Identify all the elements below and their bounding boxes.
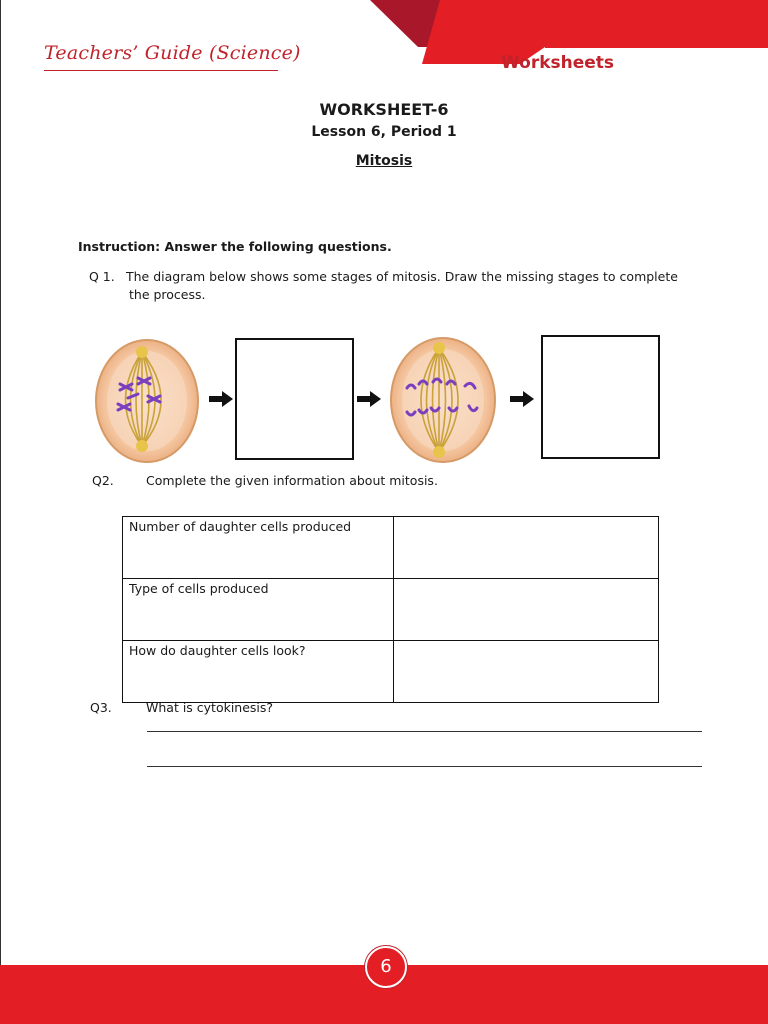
arrow-icon bbox=[209, 391, 233, 407]
table-answer-cell[interactable] bbox=[394, 579, 659, 641]
q2-number: Q2. bbox=[92, 473, 114, 488]
arrow-icon bbox=[510, 391, 534, 407]
answer-line-2[interactable] bbox=[147, 766, 702, 767]
table-row-label: How do daughter cells look? bbox=[123, 641, 394, 703]
arrow-icon bbox=[357, 391, 381, 407]
q2-text: Complete the given information about mitosis. bbox=[146, 473, 438, 488]
page-number: 6 bbox=[365, 946, 407, 988]
instruction-text: Instruction: Answer the following questions. bbox=[78, 239, 392, 254]
worksheet-title: WORKSHEET-6 bbox=[319, 100, 449, 119]
table-row-label: Number of daughter cells produced bbox=[123, 517, 394, 579]
guide-title: Teachers’ Guide (Science) bbox=[44, 42, 301, 64]
page-left-border bbox=[0, 0, 1, 965]
q1-number: Q 1. bbox=[89, 269, 115, 284]
guide-title-underline bbox=[44, 70, 278, 71]
q1-text-line1: The diagram below shows some stages of mitosis. Draw the missing stages to complete bbox=[126, 269, 678, 284]
q3-number: Q3. bbox=[90, 700, 112, 715]
worksheet-lesson: Lesson 6, Period 1 bbox=[311, 124, 457, 140]
table-row bbox=[123, 641, 659, 703]
mitosis-info-table bbox=[122, 516, 659, 703]
drawing-box-2[interactable] bbox=[541, 335, 660, 459]
q1-text-line2: the process. bbox=[129, 287, 206, 302]
q3-text: What is cytokinesis? bbox=[146, 700, 274, 715]
table-answer-cell[interactable] bbox=[394, 641, 659, 703]
table-row-label: Type of cells produced bbox=[123, 579, 394, 641]
answer-line-1[interactable] bbox=[147, 731, 702, 732]
table-answer-cell[interactable] bbox=[394, 517, 659, 579]
metaphase-cell-image bbox=[94, 338, 200, 464]
table-row bbox=[123, 517, 659, 579]
table-row bbox=[123, 579, 659, 641]
section-label: Worksheets bbox=[501, 53, 615, 73]
topic-text: Mitosis bbox=[355, 153, 413, 169]
worksheet-topic bbox=[0, 153, 768, 169]
drawing-box-1[interactable] bbox=[235, 338, 354, 460]
anaphase-cell-image bbox=[389, 336, 497, 464]
